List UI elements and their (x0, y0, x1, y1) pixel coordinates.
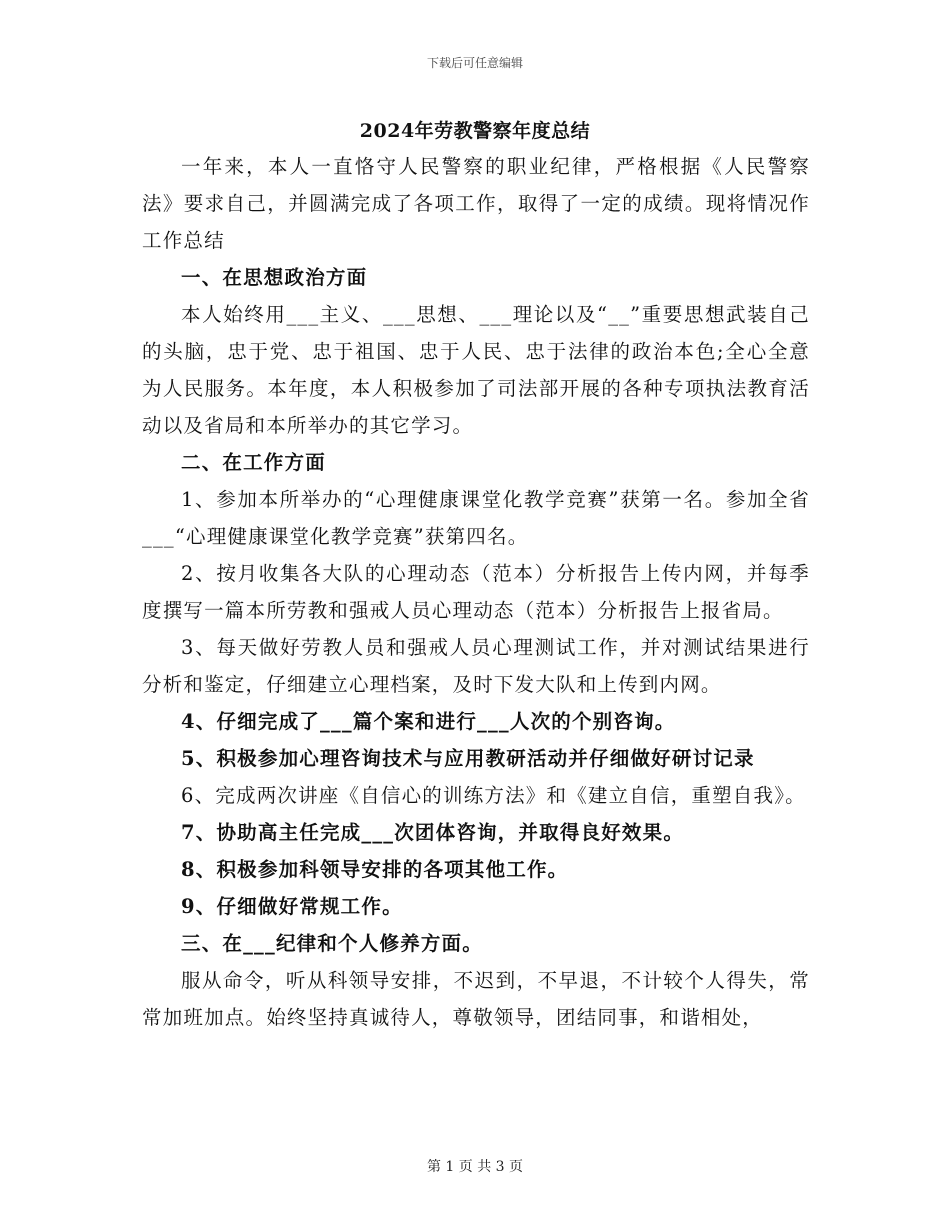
header-note: 下载后可任意编辑 (426, 56, 523, 70)
document-body (142, 148, 810, 1036)
paragraph: 7、协助高主任完成___次团体咨询，并取得良好效果。 (181, 821, 685, 844)
paragraph: 服从命令，听从科领导安排，不迟到，不早退，不计较个人得失，常常加班加点。始终坚持真诚待人，尊敬领导，团结同事，和谐相处， (142, 969, 810, 1029)
paragraph: 8、积极参加科领导安排的各项其他工作。 (181, 858, 569, 881)
paragraph: 4、仔细完成了___篇个案和进行___人次的个别咨询。 (181, 710, 676, 733)
paragraph: 9、仔细做好常规工作。 (181, 895, 403, 918)
section-heading: 三、在___纪律和个人修养方面。 (181, 932, 483, 955)
document-title: 2024年劳教警察年度总结 (359, 120, 591, 142)
paragraph: 3、每天做好劳教人员和强戒人员心理测试工作，并对测试结果进行分析和鉴定，仔细建立心理档案，及时下发大队和上传到内网。 (142, 636, 810, 696)
paragraph: 一年来，本人一直恪守人民警察的职业纪律，严格根据《人民警察法》要求自己，并圆满完成了各项工作，取得了一定的成绩。现将情况作工作总结 (142, 155, 810, 252)
paragraph: 本人始终用___主义、___思想、___理论以及“__”重要思想武装自己的头脑，忠于党、忠于祖国、忠于人民、忠于法律的政治本色;全心全意为人民服务。本年度，本人积极参加了司法部开展的各种专项执法教育活动以及省局和本所举办的其它学习。 (142, 303, 810, 437)
paragraph: 5、积极参加心理咨询技术与应用教研活动并仔细做好研讨记录 (181, 747, 755, 770)
section-heading: 一、在思想政治方面 (181, 266, 368, 289)
paragraph: 2、按月收集各大队的心理动态（范本）分析报告上传内网，并每季度撰写一篇本所劳教和强戒人员心理动态（范本）分析报告上报省局。 (142, 562, 810, 622)
page-number: 第 1 页 共 3 页 (426, 1159, 524, 1175)
paragraph: 6、完成两次讲座《自信心的训练方法》和《建立自信，重塑自我》。 (181, 784, 806, 807)
section-heading: 二、在工作方面 (181, 451, 326, 474)
paragraph: 1、参加本所举办的“心理健康课堂化教学竞赛”获第一名。参加全省___“心理健康课堂化教学竞赛”获第四名。 (142, 488, 810, 548)
